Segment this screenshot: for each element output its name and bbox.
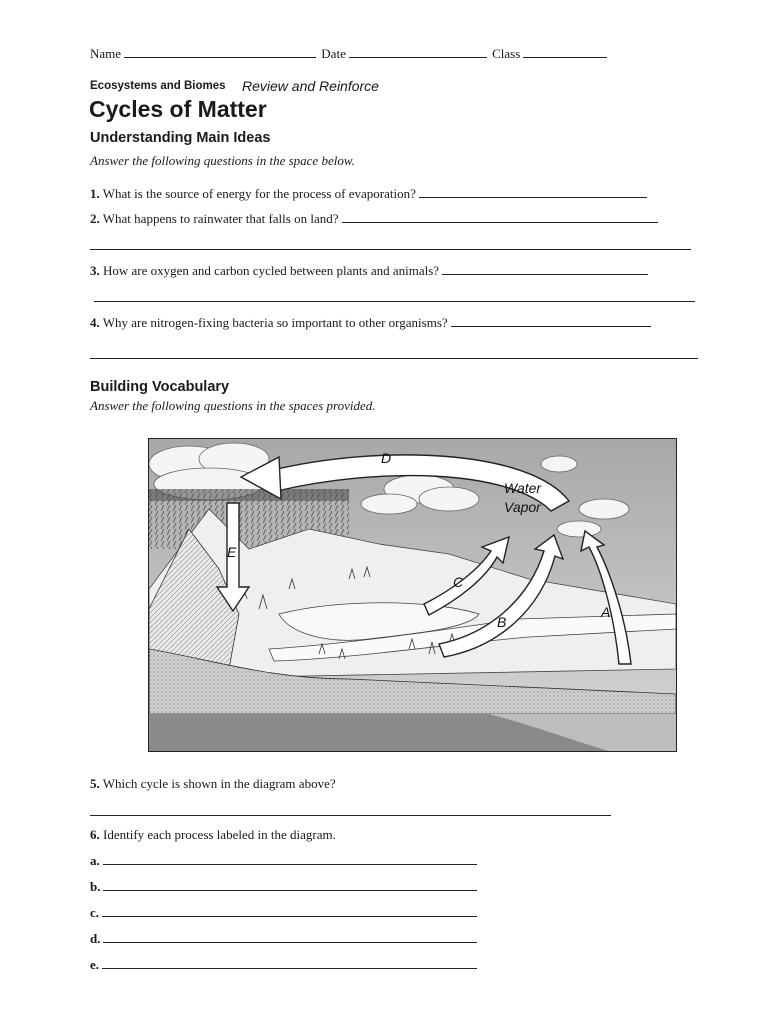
question-2 [90,211,658,227]
answer-line[interactable] [342,221,658,223]
question-text: What is the source of energy for the process of evaporation? [102,186,416,201]
water-cycle-diagram [148,438,677,752]
question-text: Why are nitrogen-fixing bacteria so important to other organisms? [102,315,448,330]
question-number: 2. [90,211,100,226]
answer-letter: e. [90,957,100,972]
question-4 [90,315,651,331]
class-label: Class [492,46,521,61]
name-field[interactable] [124,56,316,58]
answer-line[interactable] [94,301,695,302]
question-number: 1. [90,186,100,201]
subject-label: Ecosystems and Biomes [90,80,226,92]
answer-e [90,957,477,973]
question-5 [90,776,336,792]
label-a: A [601,604,611,620]
label-c: C [453,574,464,590]
answer-line[interactable] [90,815,611,816]
question-6 [90,827,336,843]
question-number: 5. [90,776,100,791]
section-type: Review and Reinforce [242,78,379,94]
answer-line[interactable] [102,967,477,969]
label-d: D [381,450,392,466]
label-water-vapor-line2: Vapor [504,499,541,515]
label-water-vapor-line1: Water [504,480,542,496]
answer-a [90,853,477,869]
section-heading-vocabulary: Building Vocabulary [90,379,230,395]
answer-b [90,879,477,895]
answer-d [90,931,477,947]
instructions-main-ideas: Answer the following questions in the space below. [90,153,355,168]
name-label: Name [90,46,122,61]
class-field[interactable] [523,56,607,58]
page-title: Cycles of Matter [89,96,267,122]
header-fields [90,46,607,62]
answer-line[interactable] [442,273,648,275]
answer-line[interactable] [451,325,651,327]
answer-letter: a. [90,853,100,868]
question-text: Which cycle is shown in the diagram above? [102,776,336,791]
question-text: Identify each process labeled in the diagram. [103,827,336,842]
answer-c [90,905,477,921]
answer-letter: d. [90,931,101,946]
answer-line[interactable] [103,941,477,943]
answer-letter: b. [90,879,101,894]
date-field[interactable] [349,56,487,58]
label-b: B [497,614,507,630]
label-e: E [227,544,237,560]
answer-line[interactable] [103,863,477,865]
question-number: 6. [90,827,100,842]
date-label: Date [321,46,346,61]
answer-letter: c. [90,905,100,920]
answer-line[interactable] [419,196,647,198]
answer-line[interactable] [90,249,691,250]
answer-line[interactable] [103,889,477,891]
question-number: 3. [90,263,100,278]
section-heading-main-ideas: Understanding Main Ideas [90,130,271,146]
question-3 [90,263,648,279]
question-text: What happens to rainwater that falls on land? [102,211,339,226]
question-1 [90,186,647,202]
question-number: 4. [90,315,100,330]
answer-line[interactable] [102,915,477,917]
instructions-vocabulary: Answer the following questions in the spaces provided. [90,398,376,413]
answer-line[interactable] [90,358,698,359]
question-text: How are oxygen and carbon cycled between plants and animals? [103,263,440,278]
